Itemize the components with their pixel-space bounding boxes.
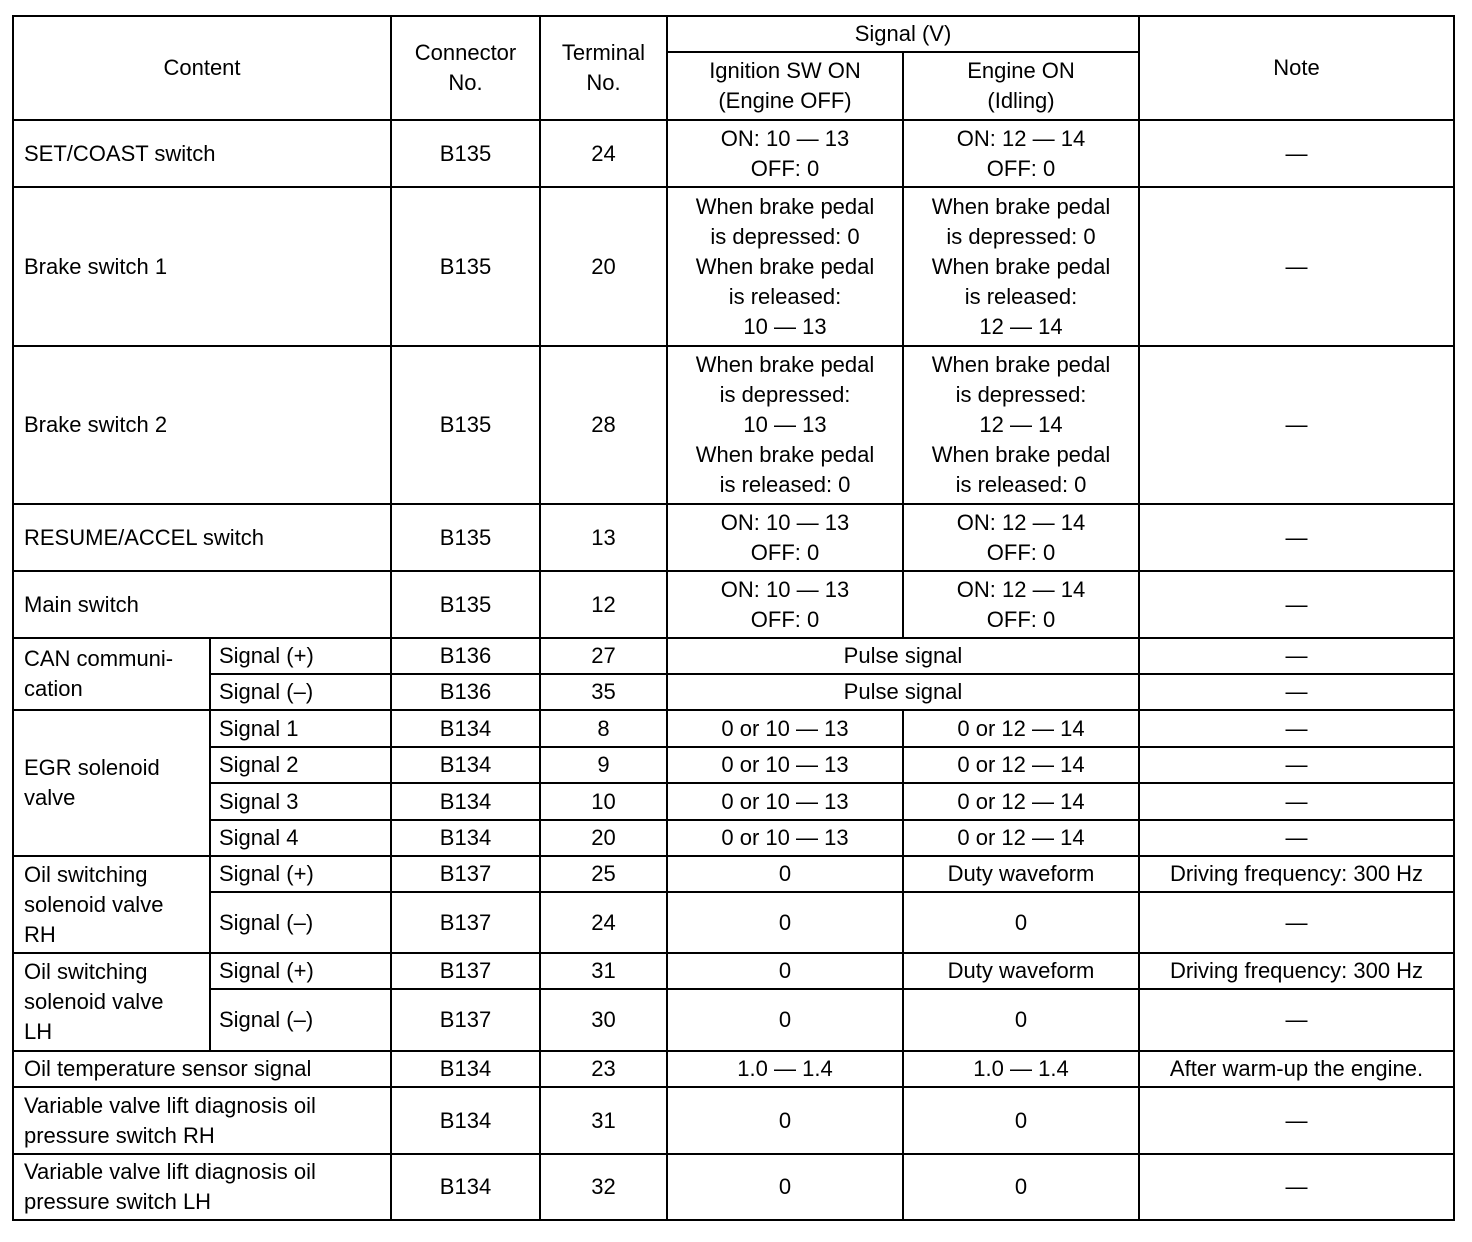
cell-line: EGR solenoid xyxy=(24,755,160,780)
cell-ignition: 0 xyxy=(667,1154,903,1220)
cell-engine xyxy=(903,120,1139,187)
cell-group-egr xyxy=(13,710,210,856)
table-row xyxy=(13,187,1454,346)
cell-sub: Signal 1 xyxy=(210,710,391,747)
header-terminal-line: Terminal xyxy=(561,40,646,65)
cell-line: 10 — 13 xyxy=(743,412,827,437)
header-connector xyxy=(391,16,540,120)
cell-signal: Pulse signal xyxy=(667,638,1139,674)
table-row xyxy=(13,710,1454,747)
cell-connector: B134 xyxy=(391,820,540,856)
table-row xyxy=(13,820,1454,856)
cell-engine xyxy=(903,187,1139,346)
cell-sub: Signal 3 xyxy=(210,783,391,820)
cell-ignition: 0 xyxy=(667,1087,903,1154)
cell-terminal: 31 xyxy=(540,953,667,989)
cell-group-osv-lh xyxy=(13,953,210,1051)
cell-note: — xyxy=(1139,1154,1454,1220)
cell-connector: B136 xyxy=(391,638,540,674)
header-ignition-line: Ignition SW ON xyxy=(709,58,861,83)
header-content-label: Content xyxy=(163,55,241,80)
cell-signal: Pulse signal xyxy=(667,674,1139,710)
cell-group-osv-rh xyxy=(13,856,210,953)
cell-line: ON: 12 — 14 xyxy=(956,576,1086,602)
table-row xyxy=(13,856,1454,892)
cell-note: — xyxy=(1139,674,1454,710)
cell-line: RH xyxy=(24,921,56,947)
cell-engine: 0 or 12 — 14 xyxy=(903,783,1139,820)
cell-terminal: 35 xyxy=(540,674,667,710)
cell-line: is released: 0 xyxy=(955,472,1087,497)
cell-sub: Signal (+) xyxy=(210,953,391,989)
cell-line: OFF: 0 xyxy=(986,539,1056,565)
header-ignition xyxy=(667,52,903,120)
table-row xyxy=(13,1087,1454,1154)
cell-note: — xyxy=(1139,820,1454,856)
table-row xyxy=(13,747,1454,783)
cell-note: — xyxy=(1139,571,1454,638)
cell-note: Driving frequency: 300 Hz xyxy=(1139,856,1454,892)
cell-ignition: 0 xyxy=(667,856,903,892)
cell-line: OFF: 0 xyxy=(986,606,1056,632)
cell-line: Oil switching xyxy=(24,959,148,984)
cell-note: — xyxy=(1139,346,1454,504)
cell-connector: B134 xyxy=(391,1087,540,1154)
cell-line: Variable valve lift diagnosis oil xyxy=(24,1092,316,1118)
cell-connector: B135 xyxy=(391,346,540,504)
cell-content: SET/COAST switch xyxy=(13,120,391,187)
cell-line: OFF: 0 xyxy=(750,155,820,181)
cell-ignition: 1.0 — 1.4 xyxy=(667,1051,903,1087)
cell-line: ON: 12 — 14 xyxy=(956,125,1086,151)
cell-engine: 0 xyxy=(903,989,1139,1051)
cell-engine: 0 xyxy=(903,1154,1139,1220)
cell-line: LH xyxy=(24,1019,53,1044)
header-engine-line: Engine ON xyxy=(967,58,1075,83)
cell-line: When brake pedal xyxy=(931,193,1111,219)
cell-ignition: 0 xyxy=(667,892,903,953)
cell-note: — xyxy=(1139,892,1454,953)
cell-sub: Signal (–) xyxy=(210,892,391,953)
header-signal-label: Signal (V) xyxy=(854,21,952,46)
cell-sub: Signal (+) xyxy=(210,856,391,892)
cell-engine: Duty waveform xyxy=(903,953,1139,989)
cell-sub: Signal 4 xyxy=(210,820,391,856)
cell-connector: B137 xyxy=(391,953,540,989)
cell-terminal: 20 xyxy=(540,187,667,346)
cell-ignition xyxy=(667,120,903,187)
cell-line: is released: xyxy=(728,283,842,309)
cell-line: When brake pedal xyxy=(931,253,1111,279)
cell-connector: B137 xyxy=(391,892,540,953)
cell-connector: B135 xyxy=(391,504,540,571)
cell-line: Oil switching xyxy=(24,861,148,887)
cell-line: ON: 10 — 13 xyxy=(720,509,850,535)
cell-engine: 0 xyxy=(903,1087,1139,1154)
cell-content: RESUME/ACCEL switch xyxy=(13,504,391,571)
header-signal xyxy=(667,16,1139,52)
cell-note: Driving frequency: 300 Hz xyxy=(1139,953,1454,989)
cell-line: 12 — 14 xyxy=(979,412,1063,437)
cell-terminal: 10 xyxy=(540,783,667,820)
cell-ignition: 0 or 10 — 13 xyxy=(667,783,903,820)
cell-terminal: 9 xyxy=(540,747,667,783)
cell-line: pressure switch LH xyxy=(24,1189,212,1214)
header-connector-line: No. xyxy=(448,70,483,95)
table-row xyxy=(13,674,1454,710)
cell-line: is depressed: 0 xyxy=(946,223,1096,249)
cell-content: Oil temperature sensor signal xyxy=(13,1051,391,1087)
cell-terminal: 31 xyxy=(540,1087,667,1154)
cell-connector: B134 xyxy=(391,747,540,783)
header-engine-line: (Idling) xyxy=(987,88,1055,113)
cell-connector: B137 xyxy=(391,989,540,1051)
cell-terminal: 27 xyxy=(540,638,667,674)
cell-engine: 1.0 — 1.4 xyxy=(903,1051,1139,1087)
table-row xyxy=(13,346,1454,504)
cell-connector: B135 xyxy=(391,187,540,346)
cell-content: Main switch xyxy=(13,571,391,638)
cell-connector: B134 xyxy=(391,783,540,820)
header-ignition-line: (Engine OFF) xyxy=(718,88,852,113)
cell-line: is released: xyxy=(964,283,1078,309)
table-row xyxy=(13,638,1454,674)
cell-line: ON: 10 — 13 xyxy=(720,576,850,602)
cell-terminal: 25 xyxy=(540,856,667,892)
cell-connector: B135 xyxy=(391,571,540,638)
cell-line: OFF: 0 xyxy=(750,606,820,632)
cell-connector: B136 xyxy=(391,674,540,710)
cell-terminal: 20 xyxy=(540,820,667,856)
cell-line: CAN communi- xyxy=(24,646,174,671)
cell-terminal: 23 xyxy=(540,1051,667,1087)
cell-note: — xyxy=(1139,120,1454,187)
cell-line: is depressed: xyxy=(719,382,851,407)
cell-ignition xyxy=(667,187,903,346)
table-row xyxy=(13,1154,1454,1220)
cell-content xyxy=(13,1154,391,1220)
cell-connector: B137 xyxy=(391,856,540,892)
cell-note: — xyxy=(1139,504,1454,571)
cell-line: When brake pedal xyxy=(695,352,875,377)
cell-note: — xyxy=(1139,783,1454,820)
cell-note: — xyxy=(1139,638,1454,674)
cell-sub: Signal (–) xyxy=(210,674,391,710)
cell-content xyxy=(13,1087,391,1154)
cell-engine xyxy=(903,571,1139,638)
table-row xyxy=(13,1051,1454,1087)
table-row xyxy=(13,504,1454,571)
table-row xyxy=(13,892,1454,953)
cell-line: When brake pedal xyxy=(695,253,875,279)
cell-line: ON: 12 — 14 xyxy=(956,509,1086,535)
cell-line: cation xyxy=(24,676,83,701)
cell-line: OFF: 0 xyxy=(986,155,1056,181)
cell-terminal: 30 xyxy=(540,989,667,1051)
table-row xyxy=(13,783,1454,820)
cell-note: — xyxy=(1139,710,1454,747)
cell-ignition xyxy=(667,571,903,638)
cell-note: — xyxy=(1139,747,1454,783)
cell-line: solenoid valve xyxy=(24,891,164,917)
cell-line: is depressed: 0 xyxy=(710,223,860,249)
header-note-label: Note xyxy=(1273,55,1320,80)
cell-line: Variable valve lift diagnosis oil xyxy=(24,1159,316,1184)
table-row xyxy=(13,120,1454,187)
cell-line: 10 — 13 xyxy=(743,313,827,339)
cell-terminal: 12 xyxy=(540,571,667,638)
cell-line: ON: 10 — 13 xyxy=(720,125,850,151)
cell-line: When brake pedal xyxy=(695,193,875,219)
cell-engine: 0 or 12 — 14 xyxy=(903,820,1139,856)
table-row xyxy=(13,571,1454,638)
cell-line: OFF: 0 xyxy=(750,539,820,565)
header-terminal xyxy=(540,16,667,120)
cell-terminal: 24 xyxy=(540,892,667,953)
cell-line: valve xyxy=(24,785,76,810)
cell-note: After warm-up the engine. xyxy=(1139,1051,1454,1087)
cell-terminal: 8 xyxy=(540,710,667,747)
cell-sub: Signal (–) xyxy=(210,989,391,1051)
cell-ignition: 0 or 10 — 13 xyxy=(667,710,903,747)
header-content xyxy=(13,16,391,120)
cell-line: solenoid valve xyxy=(24,989,164,1014)
cell-engine: 0 xyxy=(903,892,1139,953)
cell-connector: B134 xyxy=(391,710,540,747)
cell-ignition: 0 or 10 — 13 xyxy=(667,820,903,856)
cell-content: Brake switch 1 xyxy=(13,187,391,346)
cell-connector: B135 xyxy=(391,120,540,187)
cell-line: When brake pedal xyxy=(931,442,1111,467)
cell-terminal: 24 xyxy=(540,120,667,187)
table-row xyxy=(13,953,1454,989)
cell-engine: 0 or 12 — 14 xyxy=(903,747,1139,783)
cell-terminal: 13 xyxy=(540,504,667,571)
cell-group-can xyxy=(13,638,210,710)
cell-connector: B134 xyxy=(391,1154,540,1220)
cell-terminal: 32 xyxy=(540,1154,667,1220)
cell-terminal: 28 xyxy=(540,346,667,504)
cell-line: When brake pedal xyxy=(931,352,1111,377)
signal-spec-table xyxy=(12,15,1455,1221)
header-engine xyxy=(903,52,1139,120)
cell-note: — xyxy=(1139,187,1454,346)
cell-line: 12 — 14 xyxy=(979,313,1063,339)
cell-ignition: 0 xyxy=(667,953,903,989)
cell-line: pressure switch RH xyxy=(24,1122,215,1148)
header-terminal-line: No. xyxy=(586,70,621,95)
cell-engine: 0 or 12 — 14 xyxy=(903,710,1139,747)
cell-line: is released: 0 xyxy=(719,472,851,497)
cell-ignition xyxy=(667,346,903,504)
cell-ignition: 0 xyxy=(667,989,903,1051)
cell-note: — xyxy=(1139,989,1454,1051)
cell-note: — xyxy=(1139,1087,1454,1154)
header-connector-line: Connector xyxy=(414,40,517,65)
cell-sub: Signal 2 xyxy=(210,747,391,783)
header-note xyxy=(1139,16,1454,120)
cell-ignition: 0 or 10 — 13 xyxy=(667,747,903,783)
cell-content: Brake switch 2 xyxy=(13,346,391,504)
cell-line: is depressed: xyxy=(955,382,1087,407)
cell-engine: Duty waveform xyxy=(903,856,1139,892)
table-row xyxy=(13,989,1454,1051)
cell-engine xyxy=(903,346,1139,504)
cell-line: When brake pedal xyxy=(695,442,875,467)
cell-ignition xyxy=(667,504,903,571)
cell-engine xyxy=(903,504,1139,571)
cell-connector: B134 xyxy=(391,1051,540,1087)
cell-sub: Signal (+) xyxy=(210,638,391,674)
